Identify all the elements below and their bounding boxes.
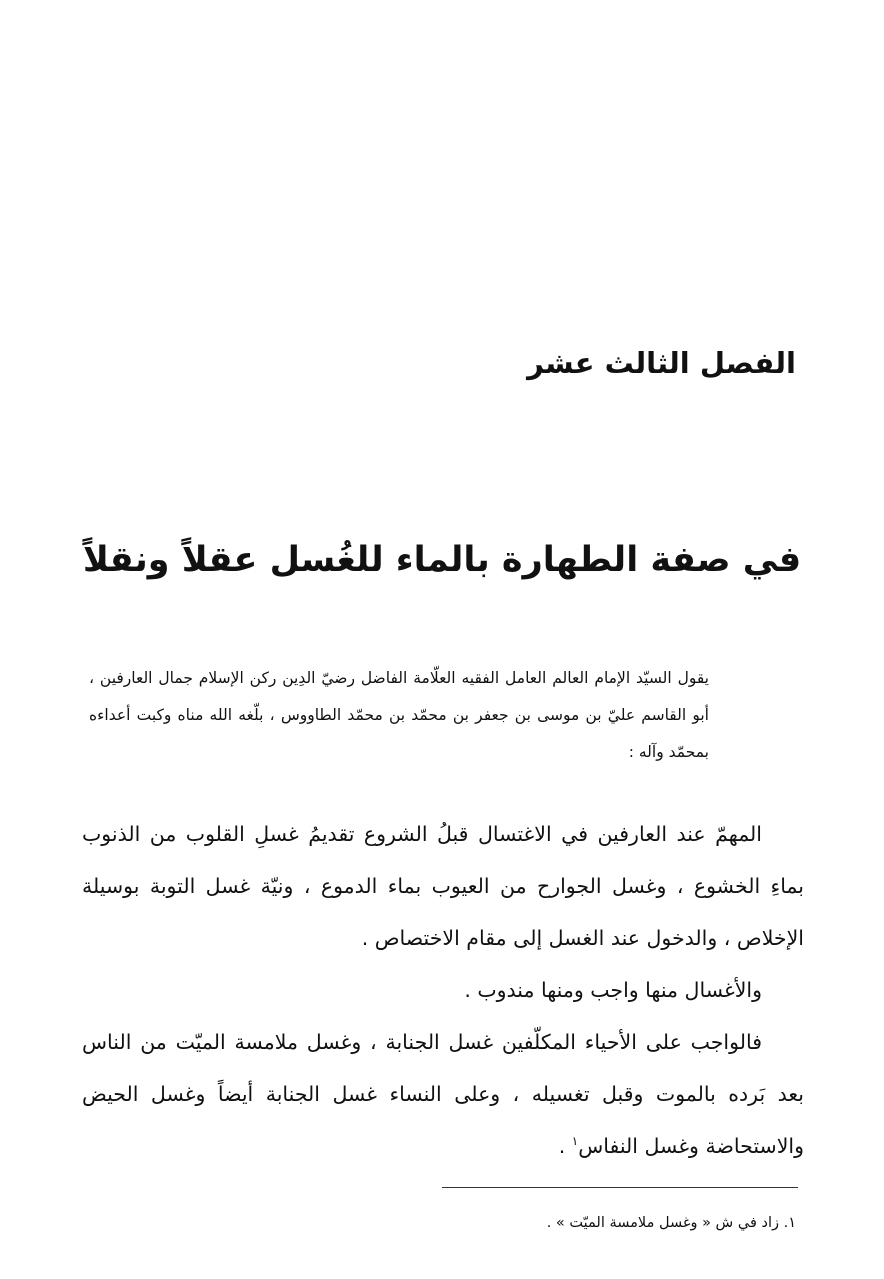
footnote-divider xyxy=(442,1187,798,1188)
intro-paragraph: يقول السيّد الإمام العالم العامل الفقيه العلّامة الفاضل رضيّ الدِين ركن الإسلام جمال العارفين ، أبو القاسم عليّ بن موسى بن جعفر بن محمّد بن محمّد الطاووس ، بلّغه الله مناه وكبت أعداءه بمحمّد وآله : xyxy=(89,669,709,761)
footnote-marker: ١ xyxy=(571,1134,579,1149)
paragraph-3-text: فالواجب على الأحياء المكلّفين غسل الجنابة ، وغسل ملامسة الميّت من الناس بعد بَرده بالموت وقبل تغسيله ، وعلى النساء غسل الجنابة أيضاً وغسل الحيض والاستحاضة وغسل النفاس xyxy=(82,1030,804,1158)
main-text xyxy=(82,808,804,1172)
footnote-1: ١. زاد في ش « وغسل ملامسة الميّت » . xyxy=(546,1215,796,1231)
intro-block xyxy=(89,660,709,771)
chapter-title: في صفة الطهارة بالماء للغُسل عقلاً ونقلاً xyxy=(82,540,802,580)
paragraph-1: المهمّ عند العارفين في الاغتسال قبلُ الشروع تقديمُ غسلِ القلوب من الذنوب بماءِ الخشوع ، وغسل الجوارح من العيوب بماء الدموع ، ونيّة غسل التوبة بوسيلة الإخلاص ، والدخول عند الغسل إلى مقام الاختصاص . xyxy=(82,822,804,950)
paragraph-2: والأغسال منها واجب ومنها مندوب . xyxy=(464,978,762,1002)
paragraph-3 xyxy=(82,1016,804,1172)
paragraph-3-end: . xyxy=(558,1134,572,1158)
chapter-label: الفصل الثالث عشر xyxy=(527,346,796,380)
